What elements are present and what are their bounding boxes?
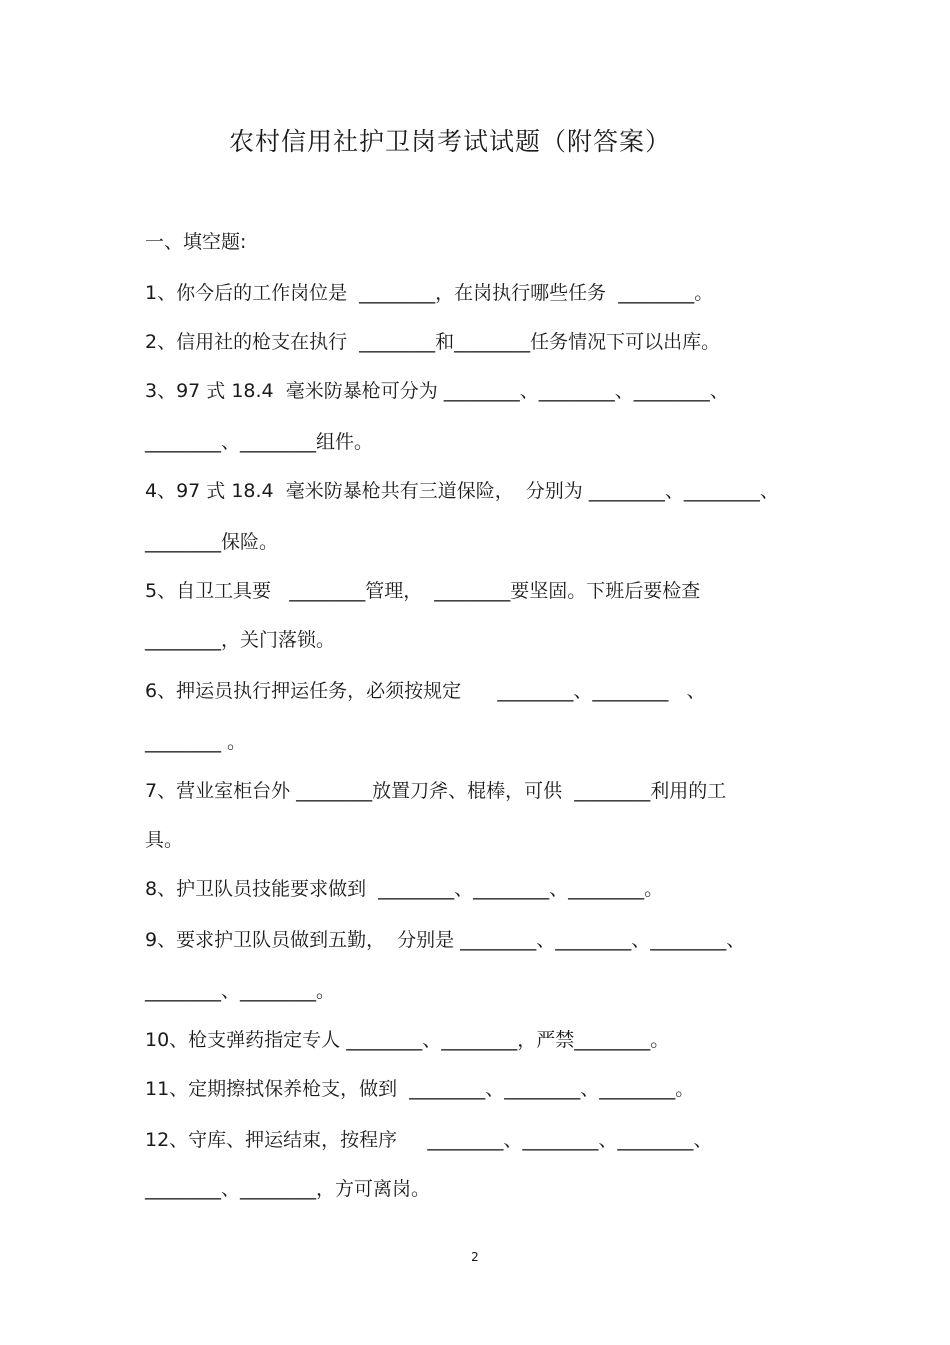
question-line: 7、营业室柜台外 ________放置刀斧、棍棒，可供 ________利用的工 bbox=[145, 780, 727, 802]
question-line: 5、自卫工具要 ________管理， ________要坚固。下班后要检查 bbox=[145, 580, 701, 602]
page-number: 2 bbox=[471, 1250, 479, 1264]
question-line: 8、护卫队员技能要求做到 ________、________、________。 bbox=[145, 878, 664, 900]
question-line: 9、要求护卫队员做到五勤， 分别是 ________、________、________、 bbox=[145, 929, 746, 951]
page-title: 农村信用社护卫岗考试试题（附答案） bbox=[228, 127, 671, 156]
question-line: ________、________组件。 bbox=[145, 431, 374, 453]
question-line: 具。 bbox=[145, 829, 184, 851]
question-line: 1、你今后的工作岗位是 ________，在岗执行哪些任务 ________。 bbox=[145, 282, 714, 304]
question-line: ________、________。 bbox=[145, 980, 336, 1002]
question-line: ________保险。 bbox=[145, 531, 279, 553]
question-line: 6、押运员执行押运任务，必须按规定 ________、________ 、 bbox=[145, 680, 706, 702]
question-line: 11、定期擦拭保养枪支，做到 ________、________、________。 bbox=[145, 1078, 695, 1100]
question-line: ________、________，方可离岗。 bbox=[145, 1178, 431, 1200]
question-line: ________ 。 bbox=[145, 731, 247, 753]
question-line: 2、信用社的枪支在执行 ________和________任务情况下可以出库。 bbox=[145, 331, 721, 353]
question-line: 10、枪支弹药指定专人 ________、________，严禁________。 bbox=[145, 1029, 670, 1051]
section-heading: 一、填空题: bbox=[145, 231, 247, 253]
question-line: ________，关门落锁。 bbox=[145, 629, 336, 651]
question-line: 4、97 式 18.4 毫米防暴枪共有三道保险， 分别为 ________、________、 bbox=[145, 480, 779, 502]
question-line: 3、97 式 18.4 毫米防暴枪可分为 ________、________、________、 bbox=[145, 380, 729, 402]
question-line: 12、守库、押运结束，按程序 ________、________、________、 bbox=[145, 1129, 713, 1151]
